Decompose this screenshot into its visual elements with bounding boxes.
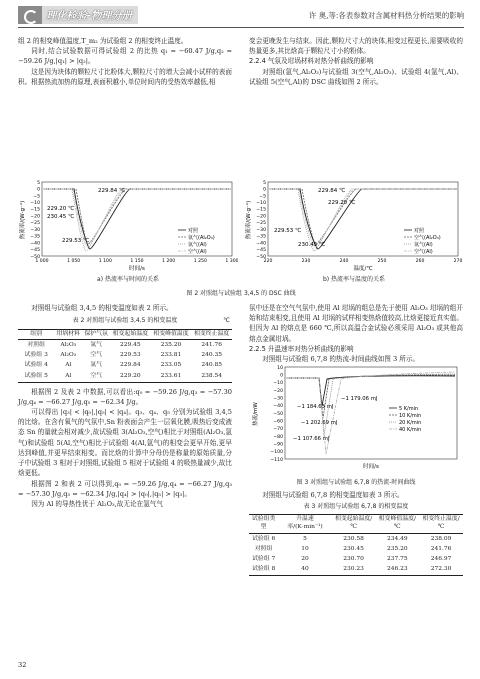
table-header: 保护气氛: [82, 329, 110, 340]
y-tick-label: −10: [256, 200, 266, 206]
right-column-top: [249, 36, 463, 87]
paragraph: 因为 Al 的导热性优于 Al₂O₃,故无论在氩气气: [31, 499, 163, 508]
table-cell: 230.70: [343, 556, 364, 563]
table-header: 坩埚材料: [54, 329, 82, 340]
annotation: −1 184.63 mJ: [297, 404, 334, 411]
y-tick-label: −20: [273, 389, 283, 395]
y-tick-label: −15: [30, 207, 40, 213]
annotation: −1 202.69 mJ: [301, 420, 338, 427]
y-tick-label: −25: [256, 221, 266, 227]
x-tick-label: 1 000: [35, 259, 49, 264]
annotation: 229.84 ℃: [98, 188, 126, 194]
legend: [178, 227, 215, 255]
y-tick-label: −50: [30, 254, 40, 260]
y-axis-label: 热流率/(W·g⁻¹): [20, 200, 26, 240]
y-tick-label: −60: [273, 419, 283, 425]
table-row: [249, 555, 463, 565]
table-cell: Al: [65, 362, 72, 369]
legend: [389, 406, 421, 433]
table-cell: 试验组 5: [24, 372, 48, 379]
x-tick-label: 1 150: [130, 259, 144, 264]
table-cell: 233.81: [160, 352, 182, 359]
table-cell: 229.53: [120, 352, 141, 359]
table-cell: 试验组 6: [251, 535, 276, 542]
y-tick-label: −40: [30, 241, 40, 247]
annotation: 230.45 ℃: [298, 242, 326, 248]
page-header: [18, 6, 464, 28]
y-tick-label: −20: [30, 214, 40, 220]
table-row: [249, 545, 463, 555]
y-tick-label: −70: [273, 427, 283, 433]
x-axis-label: 时间/s: [363, 464, 379, 471]
annotation: 229.53 ℃: [62, 238, 90, 244]
y-tick-label: −5: [259, 194, 266, 200]
right-column-lower: [249, 303, 463, 580]
table-header: 试验组类型: [249, 515, 278, 534]
table-header-row: [18, 329, 232, 340]
figure-2a-plot: [18, 180, 238, 272]
paragraph: 对照组与试验组 3,4,5 的相变温度如表 2 所示。: [31, 304, 173, 312]
table-3-caption: 表 3 对照组与试验组 6,7,8 的相变温度: [303, 503, 409, 511]
table-cell: 238.54: [201, 372, 222, 379]
table-cell: 234.49: [387, 535, 408, 542]
paragraph: 对照组(氩气,Al₂O₃)与试验组 3(空气,Al₂O₃)、试验组 4(氩气,Al)、试验组 5(空气,Al)的 DSC 曲线如图 2 所示。: [249, 67, 463, 86]
x-tick-label: 1 200: [162, 259, 176, 264]
y-tick-label: −30: [256, 227, 266, 233]
y-tick-label: −90: [273, 442, 283, 448]
table-3: [249, 514, 463, 576]
table-header: 相变终止温度/℃: [419, 515, 463, 534]
x-axis-label: 温度/℃: [353, 266, 373, 272]
table-cell: Al₂O₃: [60, 352, 77, 359]
table-cell: 229.45: [120, 341, 141, 348]
figure-2b: [244, 180, 464, 285]
table-cell: 241.76: [201, 341, 222, 348]
y-tick-label: −40: [256, 241, 266, 247]
page-number: 32: [18, 661, 27, 669]
table-cell: 230.23: [343, 566, 364, 573]
table-cell: 272.30: [430, 566, 452, 573]
running-title: 许 奥,等:各表参数对含属材料热分析结果的影响: [308, 11, 464, 20]
figure-2a: [18, 180, 238, 285]
x-tick-label: 1 050: [67, 259, 81, 264]
table-cell: 240.85: [201, 362, 222, 369]
x-tick-label: 220: [263, 259, 273, 264]
y-tick-label: 5: [263, 180, 266, 186]
table-cell: 235.20: [160, 341, 182, 348]
table-cell: 20: [301, 556, 309, 563]
figure-2a-caption: a) 热流率与时间的关系: [97, 276, 159, 284]
table-row: [18, 361, 232, 371]
table-cell: 241.76: [430, 545, 452, 552]
table-cell: 229.20: [120, 372, 141, 379]
x-tick-label: 250: [377, 259, 387, 264]
table-header: 组别: [18, 329, 54, 340]
table-cell: 233.61: [160, 372, 182, 379]
annotation: −1 107.66 mJ: [293, 436, 330, 443]
table-2: [18, 329, 232, 383]
table-cell: 238.09: [430, 535, 452, 542]
journal-name: 理化检验-物理分册: [46, 10, 132, 22]
y-axis-label: 热流/mW: [253, 402, 259, 427]
legend: [404, 227, 441, 255]
y-tick-label: −35: [30, 234, 40, 240]
figure-3-plot: [249, 364, 463, 472]
y-tick-label: −110: [270, 458, 283, 464]
table-row: [18, 351, 232, 361]
table-header-row: [249, 515, 463, 534]
table-cell: 246.97: [430, 556, 452, 563]
figure-2-caption: 图 2 对照组与试验组 3,4,5 的 DSC 曲线: [186, 289, 296, 297]
y-tick-label: −45: [30, 248, 40, 254]
table-cell: 试验组 7: [251, 556, 276, 563]
paragraph: 可以得出 |q₃| < |q₀|,|q₅| < |q₄|。q₃、q₄、q₅ 分别为试验组 3,4,5 的比焓。在含有氧气的气氛中,Sn 粉表面会产生一层氧化膜,吸热后变成液态 Sn 的量就会相对减少,故试验组 3(Al₂O₃,空气)相比于对照组(Al₂O₃,氩气)和试验组 5(Al,空气)相比于试验组 4(Al,氩气)的相变会更早开始,更早达到峰值,并更早结束相变。而比焓的计算中分母仍是称量的原始质量,分子中试验组 3 相对于对照组,试验组 5 相对于试验组 4 的吸热量减少,故比焓更低。: [18, 407, 232, 478]
y-tick-label: −20: [256, 214, 266, 220]
section-heading: 2.2.5 升温速率对热分析曲线的影响: [249, 344, 354, 353]
figure-3-caption: 图 3 对照组与试验组 6,7,8 的热流-时间曲线: [296, 478, 416, 486]
table-cell: 5: [303, 535, 307, 542]
y-tick-label: −50: [273, 412, 283, 418]
legend-item: 5 K/min: [399, 406, 419, 413]
paragraph: 氛中还是在空气气氛中,使用 Al 坩埚的组总是先于使用 Al₂O₃ 坩埚的组开始和结束相变,且使用 Al 坩埚的试样相变热焓值较高,比焓更接近真实值。但因为 Al 的熔点是 660 ℃,所以高温合金试验必须采用 Al₂O₃ 或其他高熔点金属坩埚。: [249, 304, 463, 343]
x-tick-label: 230: [301, 259, 311, 264]
x-tick-label: 240: [339, 259, 349, 264]
y-tick-label: 0: [280, 373, 283, 379]
table-cell: 237.75: [387, 556, 408, 563]
table-cell: 试验组 3: [24, 352, 48, 359]
paragraph: 对照组与试验组 6,7,8 的相变温度如表 3 所示。: [262, 490, 404, 499]
y-tick-label: −25: [30, 221, 40, 227]
table-header: 相变起始温度/℃: [332, 515, 376, 534]
annotation: −1 179.06 mJ: [341, 396, 378, 403]
y-tick-label: −80: [273, 435, 283, 441]
paragraph: 这是因为块体的颗粒尺寸比粉体大,颗粒尺寸的增大会减小试样的表面积。根据热流加热的原理,表面积越小,单位时间内的受热效率越低,相: [18, 67, 232, 86]
journal-logo: [18, 6, 138, 24]
x-tick-label: 270: [453, 259, 463, 264]
legend-item: 40 K/min: [399, 427, 422, 434]
table-header: 升温速率/(K·min⁻¹): [278, 515, 332, 534]
table-cell: 246.23: [387, 566, 408, 573]
figure-2b-caption: b) 热流率与温度的关系: [322, 276, 386, 284]
figure-2: [18, 180, 464, 298]
table-cell: 235.20: [387, 545, 408, 552]
y-tick-label: −50: [256, 254, 266, 260]
table-cell: 230.58: [343, 535, 364, 542]
table-row: [249, 534, 463, 545]
plot-frame: [285, 367, 457, 459]
figure-2b-plot: [244, 180, 464, 272]
table-cell: 240.35: [201, 352, 222, 359]
legend-item: 对照: [188, 228, 199, 234]
y-tick-label: −35: [256, 234, 266, 240]
x-tick-label: 1 300: [225, 259, 238, 264]
table-cell: 试验组 4: [24, 362, 48, 369]
y-tick-label: 0: [263, 187, 266, 193]
annotation: 229.53 ℃: [274, 228, 302, 234]
paragraph: 变会更晚发生与结束。因此,颗粒尺寸大的块体,相变过程更长,需要吸收的热量更多,其比焓高于颗粒尺寸小的粉体。: [249, 37, 463, 56]
paragraph: 根据图 2 和表 2 可以得到,q₀ = −59.26 J/g,q₄ = −66.27 J/g,q₃ = −57.30 J/g,q₅ = −62.34 J/g,|q₄| > |q₀|,|q₅| > |q₃|。: [18, 479, 232, 498]
y-tick-label: −100: [270, 450, 283, 456]
y-tick-label: 5: [37, 180, 40, 186]
table-cell: 空气: [90, 372, 102, 379]
legend-item: 空气(Al₂O₃): [414, 235, 441, 241]
y-tick-label: −45: [256, 248, 266, 254]
paragraph: 对照组与试验组 6,7,8 的热流-时间曲线如图 3 所示。: [262, 355, 420, 364]
paragraph: 根据图 2 及表 2 中数据,可以看出:q₀ = −59.26 J/g,q₃ = −57.30 J/g,q₄ = −66.27 J/g,q₅ = −62.34 J/g。: [18, 387, 232, 406]
section-heading: 2.2.4 气氛及坩埚材料对热分析曲线的影响: [249, 57, 374, 66]
left-column-lower: [18, 303, 232, 509]
annotation: 230.45 ℃: [47, 214, 75, 220]
table-cell: 229.84: [120, 362, 141, 369]
table-cell: Al₂O₃: [60, 341, 77, 348]
y-tick-label: −10: [30, 200, 40, 206]
table-cell: 氩气: [90, 341, 102, 348]
legend-item: 氩气(Al): [414, 242, 433, 248]
legend-item: 10 K/min: [399, 413, 422, 420]
legend-item: 空气(Al): [414, 249, 433, 255]
x-axis-label: 时间/s: [129, 266, 145, 272]
legend-item: 氩气(Al₂O₃): [188, 235, 215, 241]
paragraph: 同时,结合试验数据可得试验组 2 的比热 q₁ = −60.47 J/g,q₂ = −59.26 J/g,|q₁| > |q₂|。: [18, 47, 232, 66]
table-row: [18, 371, 232, 382]
table-cell: 试验组 8: [251, 566, 276, 573]
table-2-title: 表 2 对照组与试验组 3,4,5 的相变温度: [72, 317, 178, 325]
table-header: 相变起始温度: [110, 329, 151, 340]
annotation: 229.84 ℃: [318, 188, 346, 194]
table-cell: 氩气: [90, 362, 102, 369]
y-tick-label: 0: [37, 187, 40, 193]
table-header: 相变终止温度: [191, 329, 232, 340]
table-cell: 10: [301, 545, 309, 552]
table-cell: 40: [301, 566, 309, 573]
x-tick-label: 1 250: [193, 259, 207, 264]
y-tick-label: −5: [33, 194, 40, 200]
y-tick-label: −30: [30, 227, 40, 233]
legend-item: 氩气(Al): [188, 242, 207, 248]
table-cell: 对照组: [27, 341, 46, 348]
x-tick-label: 1 100: [98, 259, 112, 264]
y-tick-label: −10: [273, 381, 283, 387]
table-cell: 230.45: [343, 545, 364, 552]
table-cell: 对照组: [254, 545, 273, 552]
left-column-top: [18, 36, 232, 87]
table-header: 相变峰值温度/℃: [375, 515, 419, 534]
annotation: 229.20 ℃: [328, 200, 356, 206]
y-tick-label: −30: [273, 396, 283, 402]
y-tick-label: −40: [273, 404, 283, 410]
table-row: [249, 565, 463, 576]
table-cell: 空气: [90, 352, 102, 359]
table-row: [18, 340, 232, 351]
journal-logo-icon: [18, 6, 42, 24]
annotation: 229.20 ℃: [47, 206, 75, 212]
y-tick-label: 10: [277, 366, 283, 372]
legend-item: 空气(Al): [188, 249, 207, 255]
figure-3: [249, 364, 463, 487]
table-2-caption: [18, 316, 232, 325]
table-header: 相变峰值温度: [151, 329, 192, 340]
y-axis-label: 热流率/(W·g⁻¹): [246, 200, 252, 240]
x-tick-label: 260: [415, 259, 425, 264]
paragraph: 组 2 的相变峰值温度,T_m₂ 为试验组 2 的相变终止温度。: [18, 37, 188, 45]
legend-item: 对照: [414, 228, 425, 234]
table-2-unit: ℃: [223, 317, 230, 325]
table-cell: Al: [65, 372, 72, 379]
y-tick-label: −15: [256, 207, 266, 213]
table-cell: 233.05: [160, 362, 182, 369]
legend-item: 20 K/min: [399, 420, 422, 427]
